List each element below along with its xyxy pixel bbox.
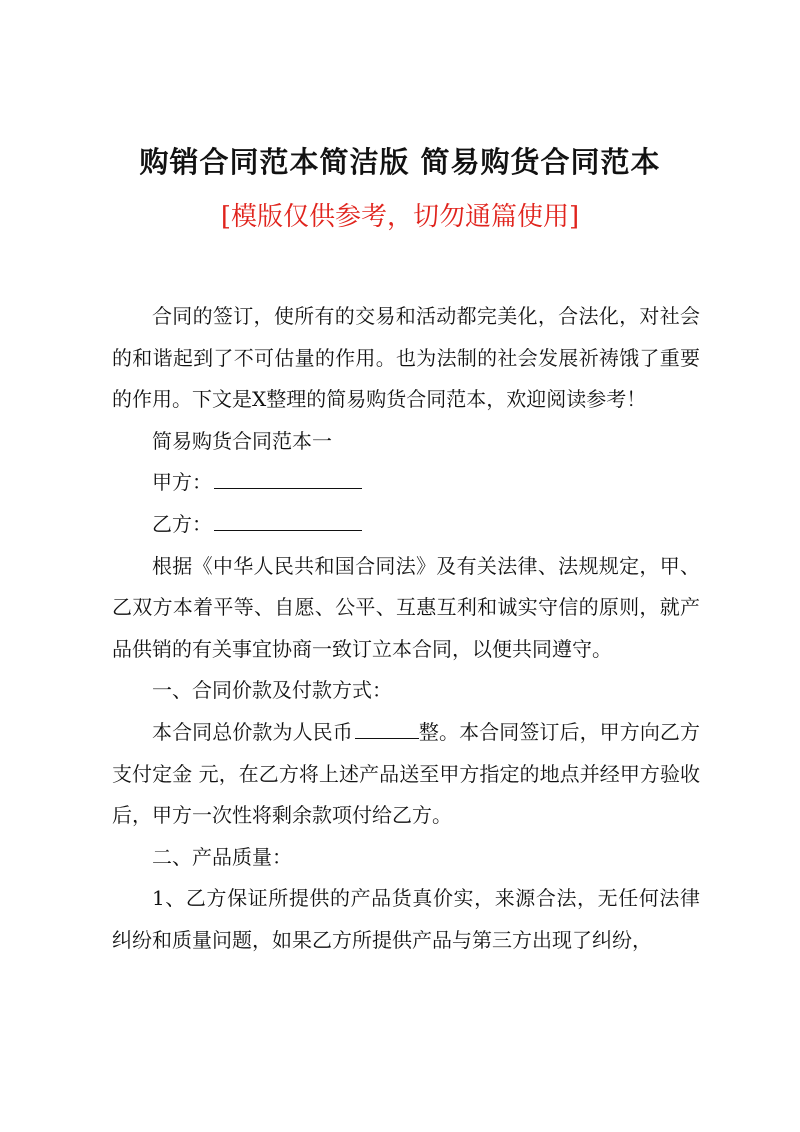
intro-paragraph: 合同的签订，使所有的交易和活动都完美化，合法化，对社会的和谐起到了不可估量的作用。也为法制的社会发展祈祷饿了重要的作用。下文是X整理的简易购货合同范本，欢迎阅读参考！ — [112, 304, 700, 412]
basis-paragraph: 根据《中华人民共和国合同法》及有关法律、法规规定，甲、乙双方本着平等、自愿、公平、互惠互利和诚实守信的原则，就产品供销的有关事宜协商一致订立本合同，以便共同遵守。 — [112, 553, 700, 661]
party-b-line — [112, 504, 700, 546]
price-blank — [355, 716, 419, 739]
party-a-line — [112, 462, 700, 504]
document-body — [112, 296, 700, 962]
party-b-blank — [214, 508, 362, 531]
clause-2-item-1: 1、乙方保证所提供的产品货真价实，来源合法，无任何法律纠纷和质量问题，如果乙方所提供产品与第三方出现了纠纷， — [112, 886, 700, 952]
clause-1-heading: 一、合同价款及付款方式： — [152, 678, 392, 703]
clause-1-text-start: 本合同总价款为人民币 — [152, 719, 353, 744]
clause-1-paragraph — [112, 712, 700, 837]
template-notice: [模版仅供参考，切勿通篇使用] — [220, 202, 580, 232]
party-a-blank — [214, 466, 362, 489]
section-heading: 简易购货合同范本一 — [152, 428, 332, 453]
party-a-label: 甲方： — [152, 470, 212, 495]
clause-2-heading: 二、产品质量： — [152, 844, 292, 869]
document-title: 购销合同范本简洁版 简易购货合同范本 — [139, 145, 661, 179]
clause-1-text-end: 整。本合同签订后，甲方向乙方支付定金 元，在乙方将上述产品送至甲方指定的地点并经甲方验收后，甲方一次性将剩余款项付给乙方。 — [112, 719, 701, 828]
party-b-label: 乙方： — [152, 511, 212, 536]
